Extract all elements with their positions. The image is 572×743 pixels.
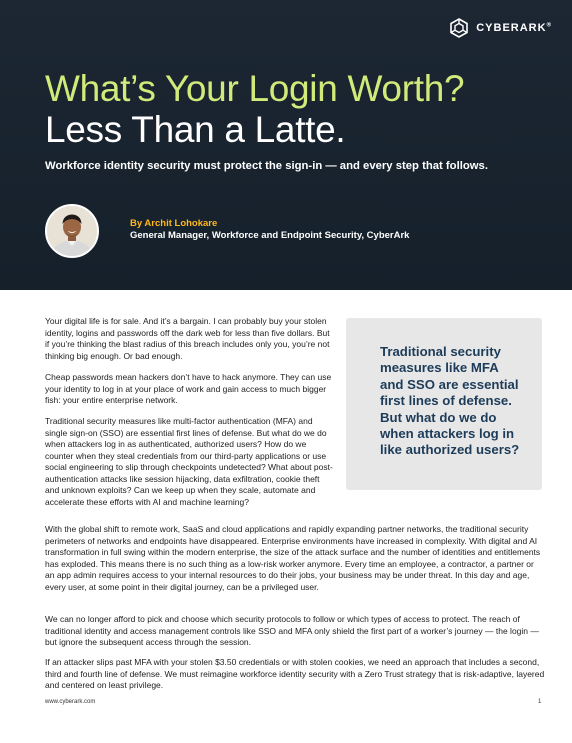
paragraph-3: Traditional security measures like multi-factor authentication (MFA) and single sign-on (SSO) are essential first lines of defense. But what do we do when attackers log in as authenticated, authorized users? How do we counter when they steal credentials from our third-party applications or use social engineering to slip through checkpoints undetected? What about post-authentication attacks like session hijacking, data exfiltration, cookie theft and unknown exploits? Can we keep up when they scale, automate and accelerate these efforts with AI and machine learning? bbox=[45, 416, 333, 507]
author-avatar bbox=[45, 204, 99, 258]
author-name: By Archit Lohokare bbox=[130, 218, 218, 229]
author-byline bbox=[130, 218, 409, 242]
paragraph-4: With the global shift to remote work, SaaS and cloud applications and rapidly expanding partner networks, the traditional security perimeters of networks and endpoints have disappeared. Enterprise environments have increased in complexity. With digital and AI transformation in full swing within the modern enterprise, the size of the attack surface and the number of identities and entitlements has exploded. This means there is no such thing as a low-risk worker anymore. Every time an employee, a contractor, a partner or an app admin requires access to your internal resources to do their jobs, your business may be under threat. In this day and age, every user, at some point in their digital journey, can be a privileged user. bbox=[45, 524, 541, 592]
brand-name: CYBERARK bbox=[476, 22, 547, 34]
paragraph-2: Cheap passwords mean hackers don’t have to hack anymore. They can use your identity to log in at your place of work and gain access to much bigger fish: your entire enterprise network. bbox=[45, 372, 332, 405]
paragraph-5: We can no longer afford to pick and choose which security protocols to follow or which types of access to protect. The reach of traditional identity and access management controls like SSO and MFA only shield the first part of a worker’s journey — the login — but ignore the subsequent access through the session. bbox=[45, 614, 539, 647]
author-role: General Manager, Workforce and Endpoint Security, CyberArk bbox=[130, 230, 410, 241]
footer-url[interactable]: www.cyberark.com bbox=[45, 699, 96, 705]
paragraph-6: If an attacker slips past MFA with your stolen $3.50 credentials or with stolen cookies, we need an approach that includes a second, third and fourth line of defense. We must reimagine workforce identity security with a Zero Trust strategy that is risk-adaptive, layered and centered on least privilege. bbox=[45, 657, 545, 690]
author-photo-icon bbox=[47, 206, 97, 256]
cyberark-hexagon-icon bbox=[449, 18, 469, 38]
title-line-2: Less Than a Latte. bbox=[45, 109, 346, 150]
page-title bbox=[45, 68, 464, 150]
header-banner bbox=[0, 0, 572, 290]
trademark-symbol: ® bbox=[546, 22, 552, 29]
title-line-1: What’s Your Login Worth? bbox=[45, 68, 465, 109]
cyberark-logo[interactable] bbox=[449, 18, 552, 38]
page-number: 1 bbox=[538, 699, 542, 705]
paragraph-1: Your digital life is for sale. And it’s a bargain. I can probably buy your stolen identity, logins and passwords off the dark web for less than five dollars. But if you’re thinking the blast radius of this breach includes only you, you’re not thinking big enough. Or bad enough. bbox=[45, 316, 330, 361]
pull-quote-box bbox=[346, 318, 542, 490]
pull-quote-text: Traditional security measures like MFA and SSO are essential first lines of defense. But what do we do when attackers log in like authorized users? bbox=[380, 344, 520, 458]
subtitle: Workforce identity security must protect the sign-in — and every step that follows. bbox=[45, 160, 488, 172]
